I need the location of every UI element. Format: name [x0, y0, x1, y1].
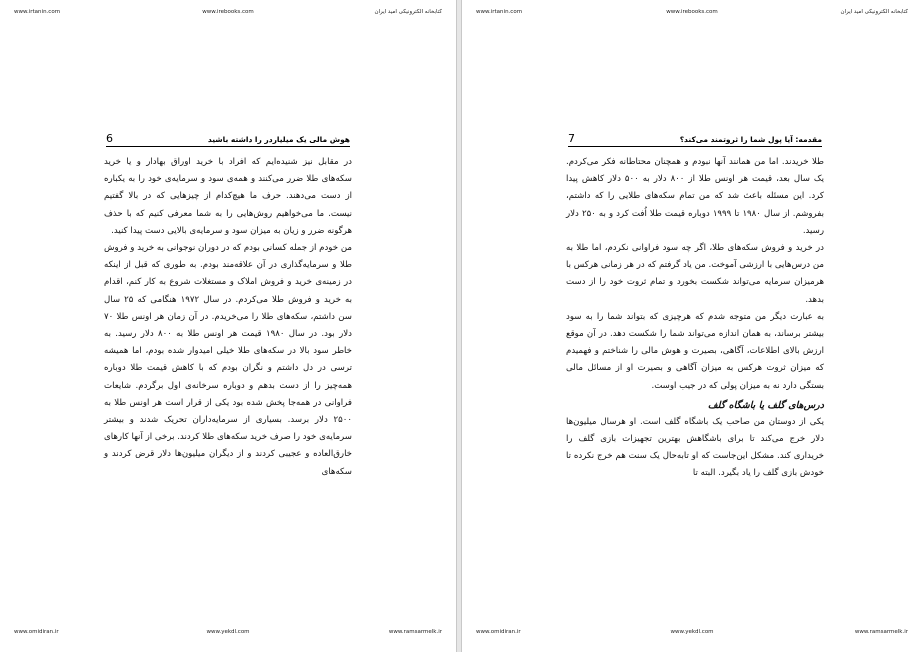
top-site-bar — [14, 9, 442, 19]
header-left-url[interactable]: www.irtanin.com — [476, 9, 523, 15]
running-title: مقدمه: آیا پول شما را ثروتمند می‌کند؟ — [679, 135, 822, 144]
header-center-url[interactable]: www.irebooks.com — [666, 9, 718, 15]
paragraph: در خرید و فروش سکه‌های طلا، اگر چه سود فراوانی نکردم، اما طلا به من درس‌هایی با ارزشی آموخت. من یاد گرفتم که در هر زمانی هرکس با هرمیزان سرمایه می‌تواند شکست بخورد و تمام ثروت خود را از دست بدهد. — [566, 243, 824, 305]
header-right-label: کتابخانه الکترونیکی امید ایران — [840, 9, 908, 15]
right-page — [462, 0, 922, 652]
running-title: هوش مالی یک میلیاردر را داشته باشید — [207, 135, 350, 144]
page-number: 6 — [106, 132, 113, 145]
footer-left-url[interactable]: www.omidiran.ir — [476, 629, 521, 635]
running-header — [106, 132, 350, 147]
bottom-site-bar — [14, 629, 442, 639]
header-left-url[interactable]: www.irtanin.com — [14, 9, 61, 15]
running-header — [568, 132, 822, 147]
paragraph: من خودم از جمله کسانی بودم که در دوران نوجوانی به خرید و فروش طلا و سرمایه‌گذاری در آن علاقه‌مند بودم. به طوری که قبل از اینکه در زمینه‌ی خرید و فروش املاک و مستغلات شروع به کار کنم، اقدام به خرید و فروش طلا می‌کردم. در سال ۱۹۷۲ هنگامی که ۲۵ سال سن داشتم، سکه‌های طلا را می‌خریدم. در آن زمان هر اونس طلا ۷۰ دلار بود. در سال ۱۹۸۰ قیمت هر اونس طلا به ۸۰۰ دلار رسید. به خاطر سود بالا در سکه‌های طلا خیلی امیدوار شده بودم، اما همیشه ترسی در دل داشتم و نگران بودم که با کاهش قیمت طلا دوباره همه‌چیز را از دست بدهم و دوباره سرخانه‌ی اول برگردم. شایعات فراوانی در همه‌جا پخش شده بود یکی از قرار است هر اونس طلا به ۲۵۰۰ دلار برسد. بسیاری از سرمایه‌داران تحریک شدند و بیشتر سرمایه‌ی خود را صرف خرید سکه‌های طلا کردند. برخی از آنها کارهای خارق‌العاده و عجیبی کردند و از دیگران میلیون‌ها دلار قرض کردند و سکه‌های — [104, 243, 353, 477]
header-right-label: کتابخانه الکترونیکی امید ایران — [374, 9, 442, 15]
paragraph: در مقابل نیز شنیده‌ایم که افراد با خرید اوراق بهادار و یا خرید سکه‌های طلا ضرر می‌کنند و همه‌ی سود و سرمایه‌ی خود را به یکباره از دست می‌دهند. حرف ما هیچ‌کدام از چیزهایی که در بالا گفتیم نیست. ما می‌خواهیم روش‌هایی را به شما معرفی کنیم که با حذف هرگونه ضرر و زیان به میزان سود و سرمایه‌ی بالایی دست پیدا کنید. — [104, 157, 352, 236]
paragraph: طلا خریدند. اما من همانند آنها نبودم و همچنان محتاطانه فکر می‌کردم. یک سال بعد، قیمت هر اونس طلا از ۸۰۰ دلار به ۵۰۰ دلار کاهش پیدا کرد. این مسئله باعث شد که من تمام سکه‌های طلایی را که داشتم، بفروشم. از سال ۱۹۸۰ تا ۱۹۹۹ دوباره قیمت طلا اُفت کرد و به ۲۵۰ دلار رسید. — [566, 157, 824, 236]
bottom-site-bar — [476, 629, 908, 639]
footer-right-url[interactable]: www.ramsarmelk.ir — [388, 629, 442, 635]
page-number: 7 — [568, 132, 575, 145]
paragraph: به عبارت دیگر من متوجه شدم که هرچیزی که بتواند شما را به سود بیشتر برساند، به همان اندازه می‌تواند شما را شکست دهد. در آن موقع ارزش بالای اطلاعات، آگاهی، بصیرت و هوش مالی را شناختم و فهمیدم که میزان ثروت هرکس به میزان آگاهی و بصیرت او از مسائل مالی بستگی دارد نه به میزان پولی که در جیب اوست. — [566, 311, 824, 391]
header-center-url[interactable]: www.irebooks.com — [202, 9, 254, 15]
footer-left-url[interactable]: www.omidiran.ir — [14, 629, 59, 635]
top-site-bar — [476, 9, 908, 19]
footer-right-url[interactable]: www.ramsarmelk.ir — [854, 629, 908, 635]
left-page — [0, 0, 456, 652]
paragraph: یکی از دوستان من صاحب یک باشگاه گلف است. او هرسال میلیون‌ها دلار خرج می‌کند تا برای باشگاهش بهترین تجهیزات بازی گلف را خریداری کند. مشکل این‌جاست که او تابه‌حال یک سنت هم خرج نکرده تا خودش بازی گلف را یاد بگیرد. البته تا — [566, 416, 824, 479]
footer-center-url[interactable]: www.yekdl.com — [206, 629, 250, 635]
footer-center-url[interactable]: www.yekdl.com — [670, 629, 714, 635]
page-body — [104, 154, 352, 481]
page-body — [566, 154, 824, 483]
section-heading: درس‌های گلف یا باشگاه گلف — [707, 399, 824, 411]
